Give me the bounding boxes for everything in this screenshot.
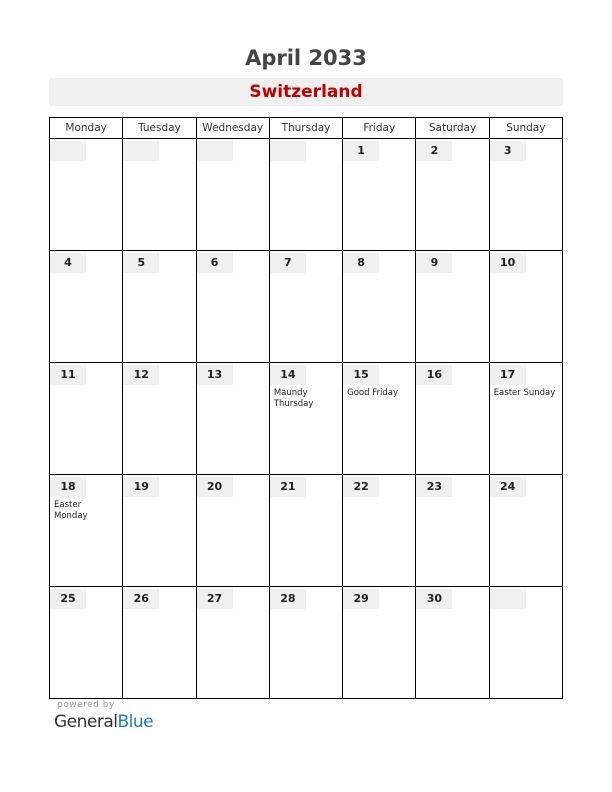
day-number: 28 [270, 589, 306, 609]
day-number [270, 141, 306, 161]
day-cell [123, 139, 196, 251]
day-cell [269, 475, 342, 587]
calendar-grid [49, 117, 563, 699]
day-number: 16 [416, 365, 452, 385]
day-cell [50, 475, 123, 587]
day-cell [489, 587, 562, 699]
day-cell [343, 251, 416, 363]
day-number: 7 [270, 253, 306, 273]
day-cell [123, 475, 196, 587]
day-cell [489, 251, 562, 363]
day-number: 23 [416, 477, 452, 497]
week-row [50, 251, 563, 363]
day-number: 22 [343, 477, 379, 497]
day-cell [50, 139, 123, 251]
weekday-header: Wednesday [196, 118, 269, 139]
day-cell [416, 251, 489, 363]
day-number: 11 [50, 365, 86, 385]
day-number: 9 [416, 253, 452, 273]
day-number: 18 [50, 477, 86, 497]
day-number [123, 141, 159, 161]
day-cell [343, 363, 416, 475]
day-number: 13 [197, 365, 233, 385]
day-number: 10 [490, 253, 526, 273]
day-cell [416, 363, 489, 475]
day-cell [269, 363, 342, 475]
weekday-header: Tuesday [123, 118, 196, 139]
weekday-header: Thursday [269, 118, 342, 139]
holiday-label: Good Friday [347, 388, 398, 398]
weekday-header-row [50, 118, 563, 139]
day-cell [196, 139, 269, 251]
day-cell [343, 139, 416, 251]
holiday-label: Maundy Thursday [273, 388, 314, 409]
calendar-title: April 2033 [245, 46, 367, 70]
day-cell [489, 475, 562, 587]
day-number: 24 [490, 477, 526, 497]
brand-blue: Blue [117, 712, 154, 732]
day-number: 26 [123, 589, 159, 609]
day-number [490, 589, 526, 609]
day-cell [343, 587, 416, 699]
day-number: 25 [50, 589, 86, 609]
weekday-header: Friday [343, 118, 416, 139]
day-cell [416, 139, 489, 251]
weekday-header: Monday [50, 118, 123, 139]
day-cell [416, 475, 489, 587]
day-cell [50, 363, 123, 475]
day-number: 14 [270, 365, 306, 385]
day-number: 20 [197, 477, 233, 497]
day-cell [489, 363, 562, 475]
day-cell [269, 251, 342, 363]
day-number: 5 [123, 253, 159, 273]
day-number: 8 [343, 253, 379, 273]
week-row [50, 139, 563, 251]
day-number [50, 141, 86, 161]
day-number: 6 [197, 253, 233, 273]
day-cell [196, 587, 269, 699]
day-cell [50, 587, 123, 699]
day-cell [123, 587, 196, 699]
day-cell [196, 475, 269, 587]
day-cell [489, 139, 562, 251]
weekday-header: Saturday [416, 118, 489, 139]
week-row [50, 587, 563, 699]
day-number: 2 [416, 141, 452, 161]
powered-by-text: powered by [57, 700, 115, 710]
day-cell [416, 587, 489, 699]
day-number: 15 [343, 365, 379, 385]
week-row [50, 475, 563, 587]
day-cell [269, 139, 342, 251]
day-number [197, 141, 233, 161]
day-cell [50, 251, 123, 363]
day-number: 4 [50, 253, 86, 273]
day-cell [343, 475, 416, 587]
day-number: 3 [490, 141, 526, 161]
day-cell [123, 251, 196, 363]
day-number: 12 [123, 365, 159, 385]
week-row [50, 363, 563, 475]
day-number: 27 [197, 589, 233, 609]
day-cell [269, 587, 342, 699]
day-number: 17 [490, 365, 526, 385]
day-cell [123, 363, 196, 475]
day-cell [196, 363, 269, 475]
day-number: 19 [123, 477, 159, 497]
holiday-label: Easter Monday [54, 500, 88, 521]
brand-logo[interactable] [54, 712, 153, 732]
country-banner: Switzerland [49, 78, 563, 106]
holiday-label: Easter Sunday [493, 388, 556, 398]
brand-general: General [54, 712, 118, 732]
day-number: 30 [416, 589, 452, 609]
day-number: 21 [270, 477, 306, 497]
weekday-header: Sunday [489, 118, 562, 139]
day-number: 1 [343, 141, 379, 161]
day-number: 29 [343, 589, 379, 609]
day-cell [196, 251, 269, 363]
